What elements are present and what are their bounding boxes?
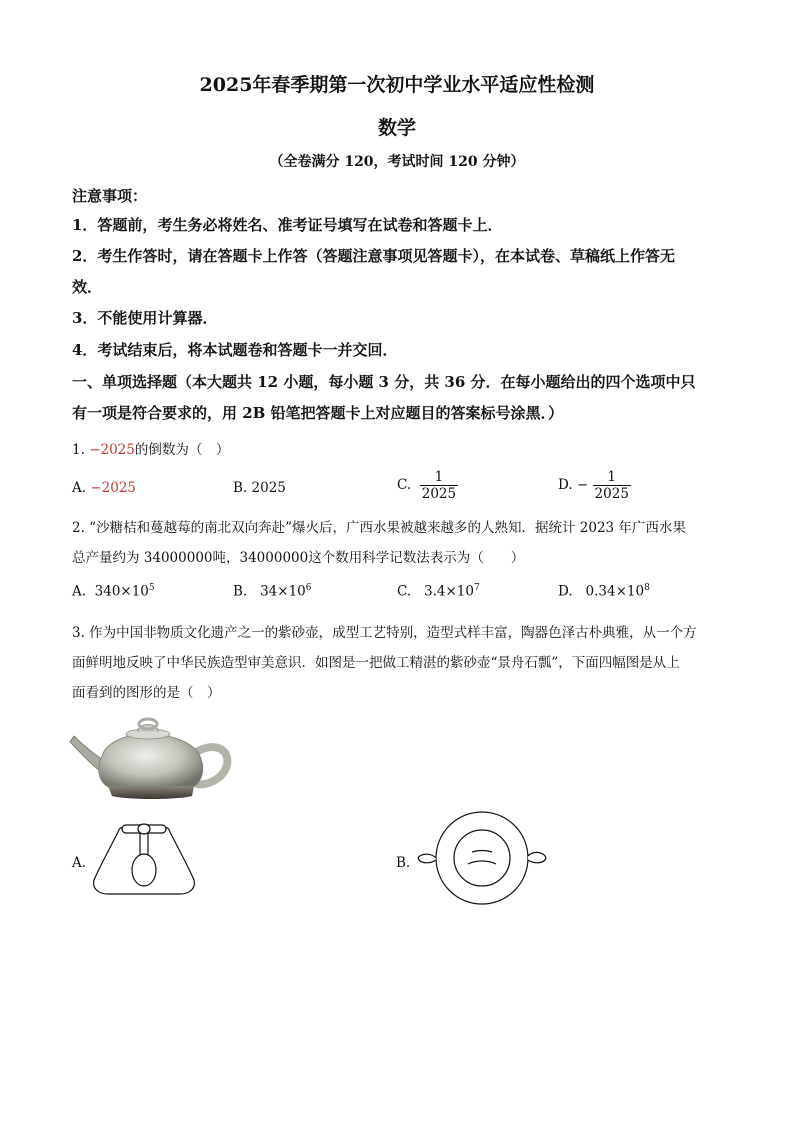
section-heading-cont: 有一项是符合要求的，用 2B 铅笔把答题卡上对应题目的答案标号涂黑．） bbox=[72, 404, 564, 422]
option-c: C. $\frac{1}{2025}$ bbox=[397, 469, 457, 502]
note-item: 1．答题前，考生务必将姓名、准考证号填写在试卷和答题卡上． bbox=[72, 216, 503, 234]
option-d: D. $0.34\times 10^8$ bbox=[558, 583, 650, 600]
subject-title: 数学 bbox=[377, 117, 416, 139]
question-2: 2. “沙糖桔和蔓越莓的南北双向奔赴”爆火后，广西水果被越来越多的人熟知．据统计 2023 年广西水果 bbox=[72, 520, 686, 536]
note-item: 2．考生作答时，请在答题卡上作答（答题注意事项见答题卡），在本试卷、草稿纸上作答无 bbox=[72, 247, 675, 265]
notes-heading: 注意事项： bbox=[72, 187, 148, 205]
question-3: 3. 作为中国非物质文化遗产之一的紫砂壶，成型工艺特别，造型式样丰富，陶器色泽古朴典雅，从一个方 bbox=[72, 625, 697, 641]
question-3-cont: 面看到的图形的是（ ） bbox=[72, 685, 221, 701]
question-text: 的倒数为（ ） bbox=[134, 442, 230, 458]
option-a: A. $340\times 10^5$ bbox=[72, 583, 155, 600]
question-2-cont: 总产量约为 34000000吨，34000000这个数用科学记数法表示为（ ） bbox=[72, 550, 525, 566]
option-a-figure bbox=[88, 818, 200, 898]
option-a-label: A. bbox=[72, 855, 87, 871]
question-3-cont: 面鲜明地反映了中华民族造型审美意识．如图是一把做工精湛的紫砂壶“景舟石瓢”，下面四幅图是从上 bbox=[72, 655, 680, 671]
note-item: 4．考试结束后，将本试题卷和答题卡一并交回． bbox=[72, 341, 398, 359]
math-expression: −2025 bbox=[89, 442, 135, 458]
option-a: A. −2025 bbox=[72, 480, 137, 496]
option-d: D. − $\frac{1}{2025}$ bbox=[558, 469, 629, 502]
option-b: B. 2025 bbox=[233, 480, 286, 496]
note-item: 3．不能使用计算器． bbox=[72, 309, 218, 327]
question-number: 1. bbox=[72, 442, 85, 458]
question-1 bbox=[72, 438, 229, 458]
section-heading: 一、单项选择题（本大题共 12 小题，每小题 3 分，共 36 分．在每小题给出的四个选项中只 bbox=[72, 373, 696, 391]
exam-info: （全卷满分 120，考试时间 120 分钟） bbox=[269, 154, 525, 170]
fraction: $\frac{1}{2025}$ bbox=[594, 469, 629, 502]
teapot-image bbox=[66, 712, 236, 804]
exam-title: 2025年春季期第一次初中学业水平适应性检测 bbox=[199, 74, 595, 96]
option-b: B. $34\times 10^6$ bbox=[233, 583, 312, 600]
option-b-figure bbox=[412, 808, 552, 908]
option-b-label: B. bbox=[396, 855, 411, 871]
fraction: $\frac{1}{2025}$ bbox=[421, 469, 457, 502]
option-c: C. $3.4\times 10^7$ bbox=[397, 583, 480, 600]
note-item: 效． bbox=[72, 278, 103, 296]
